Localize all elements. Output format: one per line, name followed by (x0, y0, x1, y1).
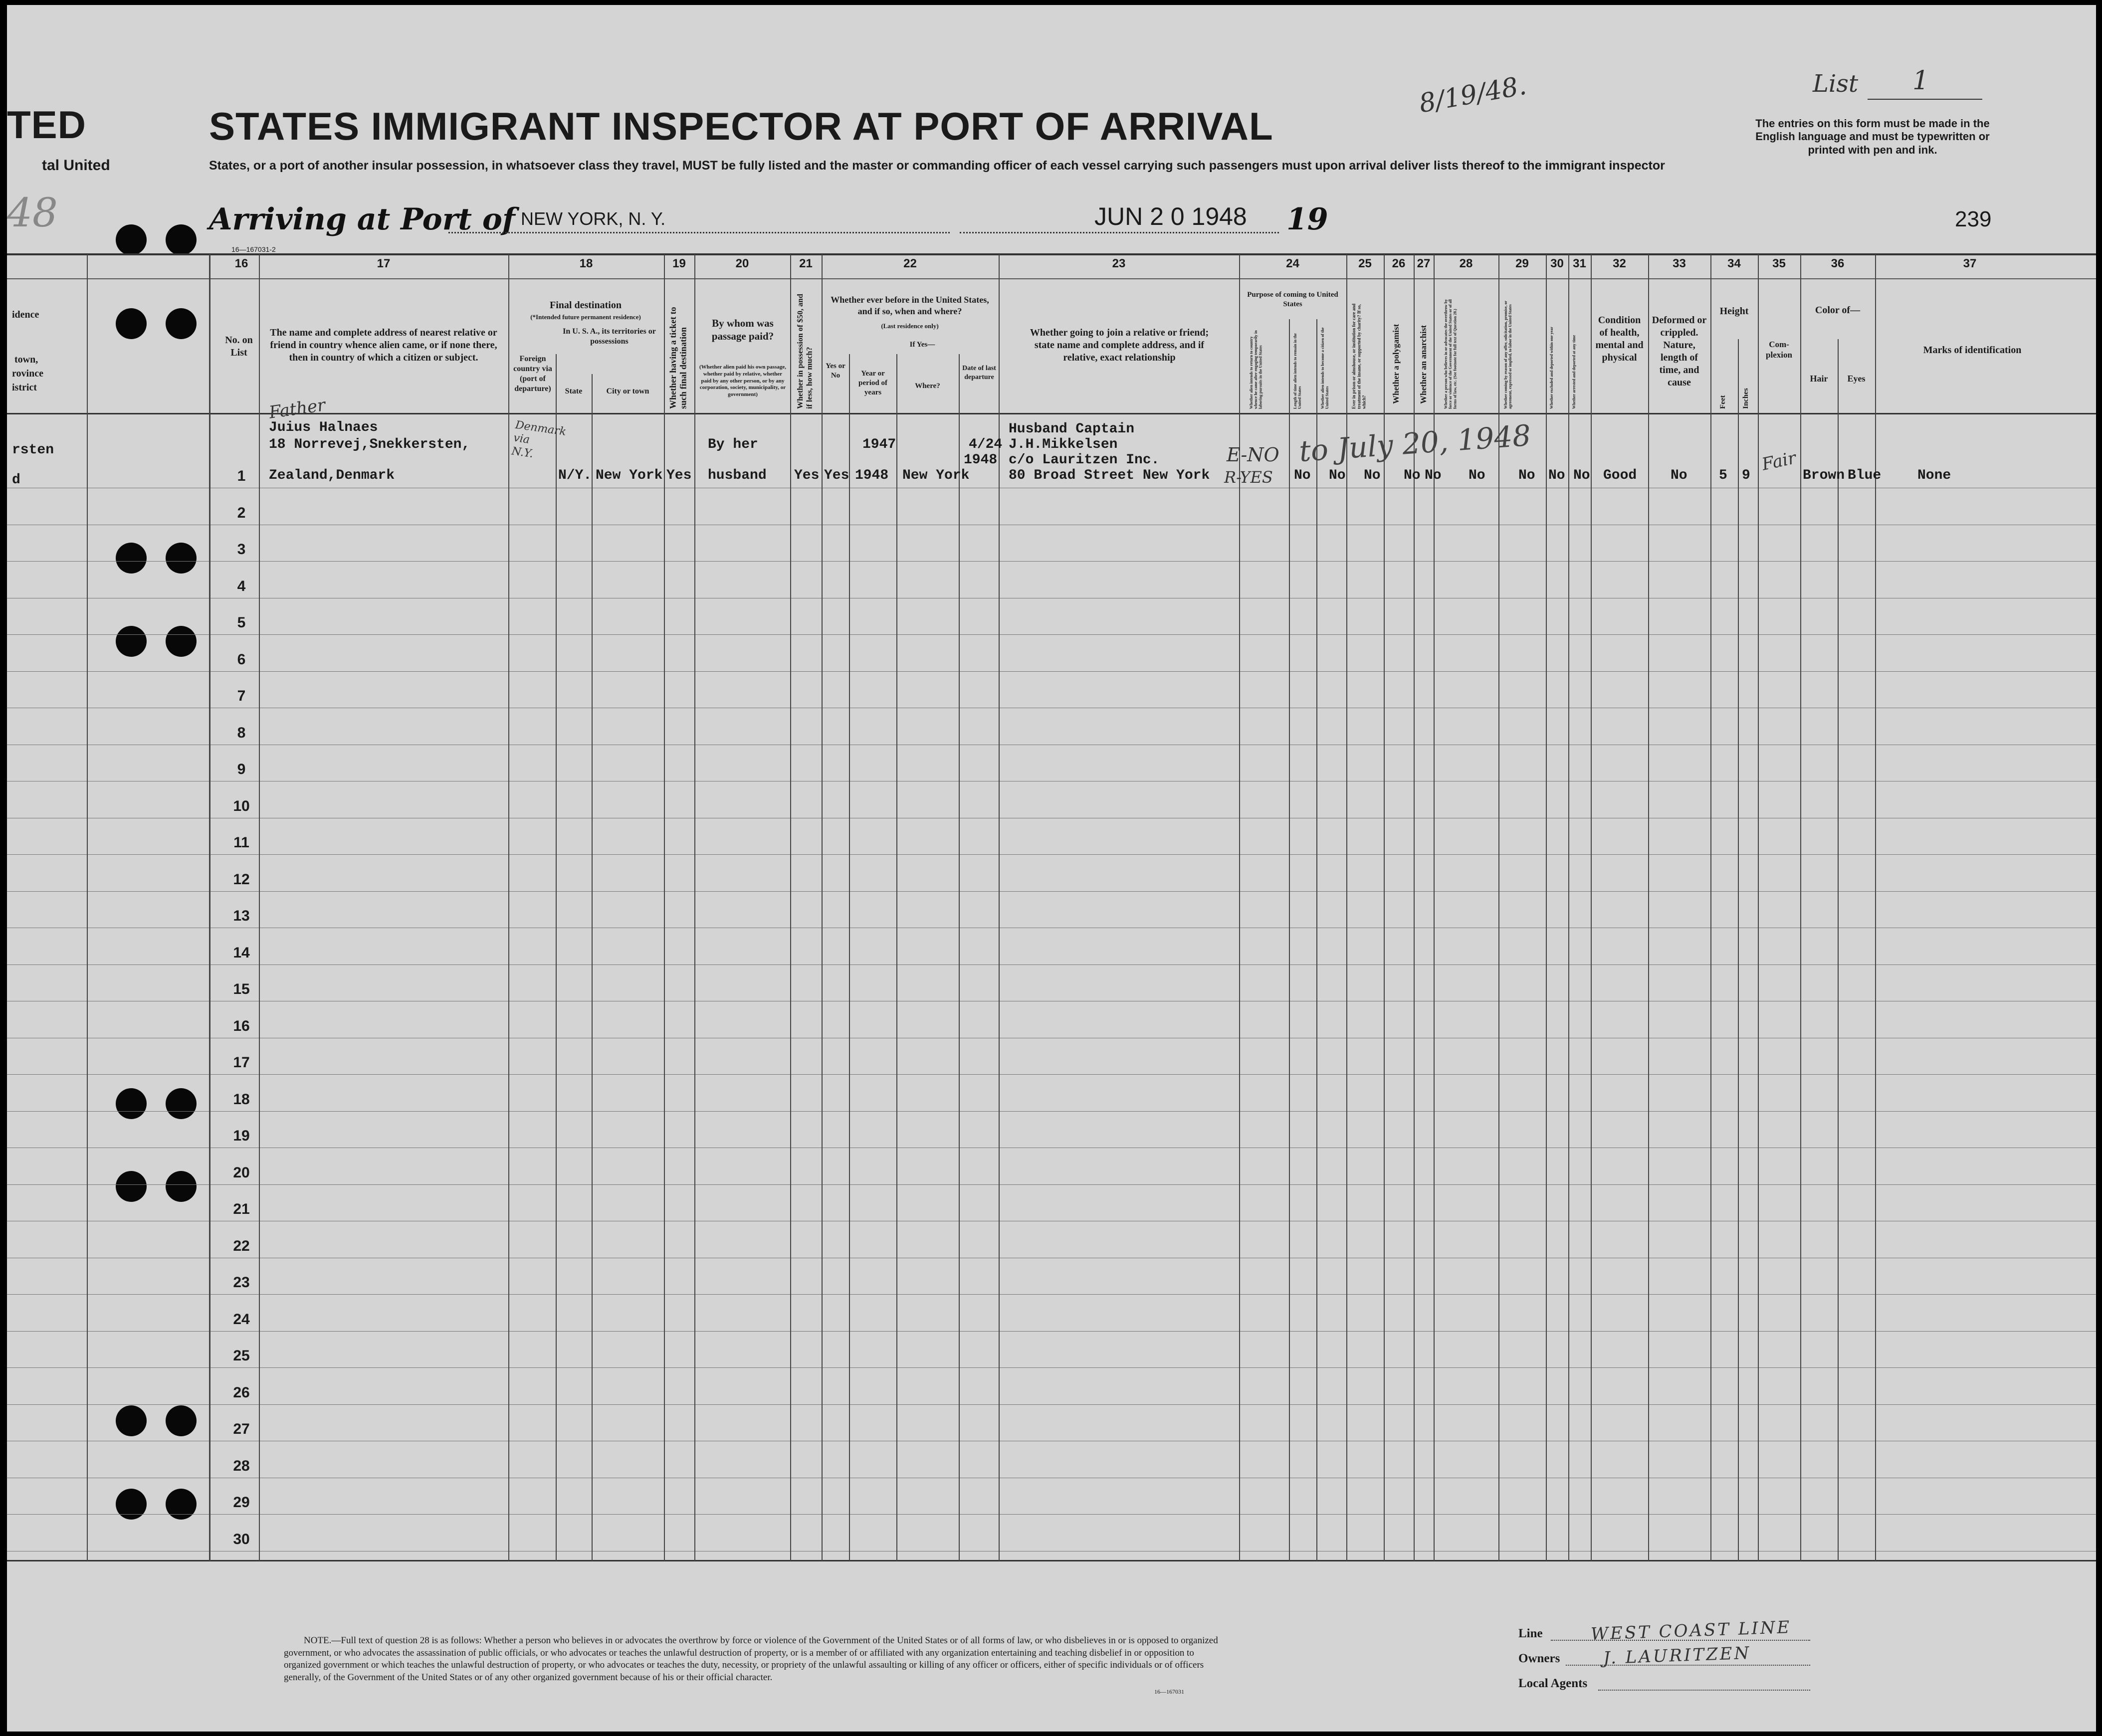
col-divider (849, 354, 850, 1561)
header-purpose-return: Whether alien intends to return to country whence he came after engaging temporarily in laboring pursuits in the United States (1249, 330, 1263, 409)
row-number: 27 (233, 1421, 250, 1437)
col-divider (694, 254, 695, 1561)
header-eyes: Eyes (1847, 374, 1866, 384)
header-foreign-country: Foreign country via (port of departure) (513, 355, 552, 393)
row-line (7, 1514, 2096, 1515)
col-divider (664, 254, 665, 1561)
header-relative-address: The name and complete address of nearest relative or friend in country whence alien came, or if none there, then in country of which a citizen or subject. (270, 327, 497, 363)
entry-relative-address-2: Zealand,Denmark (269, 468, 395, 483)
column-number: 37 (1963, 257, 1977, 270)
header-final-destination-note: (*Intended future permanent residence) (530, 313, 641, 321)
entry-relative-name: Juius Halnaes (269, 420, 378, 435)
header-purpose-length: Length of time alien intends to remain in the United States (1293, 333, 1302, 409)
column-number: 36 (1831, 257, 1845, 270)
punch-hole (166, 1171, 197, 1202)
header-height: Height (1719, 306, 1749, 317)
punch-hole (166, 1088, 197, 1119)
column-number: 16 (234, 257, 248, 270)
entry-joining-1: Husband Captain (1009, 421, 1135, 437)
column-number: 29 (1515, 257, 1529, 270)
entry-c25: No (1364, 468, 1381, 483)
column-number: 34 (1727, 257, 1741, 270)
arriving-label: Arriving at Port of (209, 202, 515, 237)
entry-eyes: Blue (1848, 468, 1882, 483)
entry-marks: None (1917, 468, 1951, 483)
year-prefix: 19 (1286, 202, 1328, 237)
col-divider (1800, 254, 1801, 1561)
left-fragment-district: istrict (12, 382, 37, 393)
row-number: 25 (233, 1348, 250, 1364)
row-number: 8 (237, 724, 246, 741)
footer-note-code: 16—167031 (1154, 1688, 1184, 1695)
punch-hole (116, 543, 147, 574)
header-year: Year or period of years (858, 370, 887, 396)
header-deformed: Deformed or crippled. Nature, length of time, and cause (1652, 315, 1707, 388)
row-number: 22 (233, 1237, 250, 1254)
header-q28: Whether a person who believes in or advocates the overthrow by force or violence of the Government of the United States or of all forms of law, etc. (See footnote for full text of Question 28.) (1444, 299, 1458, 409)
table-bottom-border (7, 1560, 2096, 1561)
entry-deformed: No (1671, 468, 1687, 483)
row-line (7, 1184, 2096, 1185)
column-number: 28 (1459, 257, 1473, 270)
col-divider (1316, 319, 1317, 1561)
row-number: 19 (233, 1128, 250, 1144)
entry-c26: No (1404, 468, 1421, 483)
header-excluded: Whether excluded and deported within one year (1549, 327, 1554, 409)
row-number: 6 (237, 651, 246, 668)
punch-hole (116, 308, 147, 339)
header-purpose-citizen: Whether alien intends to become a citizen of the United States (1320, 327, 1330, 409)
row-line (7, 854, 2096, 855)
col-divider (1648, 254, 1649, 1561)
col-divider (1289, 319, 1290, 1561)
header-before-in-us-note: (Last residence only) (881, 322, 939, 330)
page-number: 239 (1955, 207, 1992, 231)
col-divider (1758, 254, 1759, 1561)
column-number: 22 (903, 257, 917, 270)
header-passage-paid-note: (Whether alien paid his own passage, whether paid by relative, whether paid by any other person, or by any corporation, society, municipality, or government) (699, 364, 786, 397)
form-instructions: The entries on this form must be made in the English language and must be typewritten or printed with pen and ink. (1755, 117, 1990, 156)
footer-agents-underline (1598, 1690, 1810, 1691)
header-polygamist: Whether a polygamist (1391, 324, 1401, 404)
header-city: City or town (606, 387, 649, 395)
header-before-in-us: Whether ever before in the United States, and if so, when and where? (831, 295, 989, 316)
col-divider (592, 374, 593, 1561)
entry-feet: 5 (1719, 468, 1727, 483)
left-fragment-row-text-2: d (12, 472, 20, 488)
punch-hole (116, 626, 147, 657)
header-deported: Whether arrested and deported at any time (1572, 335, 1576, 409)
col-divider (1546, 254, 1547, 1561)
column-number: 25 (1358, 257, 1372, 270)
header-health: Condition of health, mental and physical (1595, 315, 1644, 363)
col-divider (508, 254, 509, 1561)
entry-paid-by-2: husband (708, 468, 767, 483)
header-joining-relative: Whether going to join a relative or friend; state name and complete address, and if relative, exact relationship (1030, 327, 1209, 363)
row-line (7, 1074, 2096, 1075)
row-line (7, 964, 2096, 965)
date-stamp: JUN 2 0 1948 (1094, 202, 1247, 230)
col-divider (1568, 254, 1569, 1561)
row-number: 2 (237, 504, 246, 521)
left-subtitle-fragment: tal United (42, 157, 110, 174)
row-number: 14 (233, 944, 250, 961)
punch-hole (116, 1405, 147, 1436)
column-number: 32 (1613, 257, 1626, 270)
col-divider (87, 254, 88, 1561)
handwritten-date: 8/19/48. (1417, 70, 1529, 119)
header-where: Where? (915, 382, 940, 390)
entry-ticket: Yes (666, 468, 692, 483)
header-state: State (565, 387, 583, 395)
row-number: 5 (237, 614, 246, 631)
entry-c27: No (1425, 468, 1442, 483)
header-yes-or-no: Yes or No (826, 362, 845, 380)
column-number: 23 (1112, 257, 1126, 270)
row-number: 7 (237, 688, 246, 704)
row-number: 4 (237, 578, 246, 594)
row-line (7, 1404, 2096, 1405)
entry-year-2: 1948 (855, 468, 889, 483)
left-fragment-province: rovince (12, 368, 43, 379)
row-number: 16 (233, 1017, 250, 1034)
row-number: 12 (233, 871, 250, 888)
entry-where: New York (902, 468, 970, 483)
punch-hole (166, 224, 197, 255)
punch-hole (116, 1171, 147, 1202)
entry-c31: No (1573, 468, 1590, 483)
col-divider (209, 254, 210, 1561)
row-number: 21 (233, 1201, 250, 1217)
row-line (7, 671, 2096, 672)
punch-hole (116, 1489, 147, 1520)
entry-c30: No (1548, 468, 1565, 483)
header-labor-offer: Whether coming by reason of any offer, solicitation, promise, or agreement, expressed or implied, to labor in the United States (1503, 301, 1513, 409)
entry-length-of-stay: to July 20, 1948 (1298, 418, 1532, 469)
col-divider (790, 254, 791, 1561)
entry-complexion: Fair (1760, 448, 1798, 475)
form-subtitle: States, or a port of another insular possession, in whatsoever class they travel, MUST be fully listed and the master or commanding officer of each vessel carrying such passengers must upon arrival deliver lists thereof to the immigrant inspector (209, 159, 1665, 173)
footer-owners-label: Owners (1518, 1652, 1560, 1665)
row-number: 10 (233, 797, 250, 814)
port-value: NEW YORK, N. Y. (521, 208, 666, 229)
entry-before-yes: Yes (824, 468, 849, 483)
header-passage-paid: By whom was passage paid? (711, 317, 774, 343)
entry-departure-1: 4/24 (969, 437, 1003, 452)
form-title: STATES IMMIGRANT INSPECTOR AT PORT OF ARRIVAL (209, 104, 1273, 148)
column-number: 27 (1417, 257, 1431, 270)
row-line (7, 1367, 2096, 1368)
header-color-of: Color of— (1815, 305, 1861, 316)
manifest-sheet (7, 5, 2096, 1732)
footer-owners-value: J. LAURITZEN (1603, 1643, 1751, 1669)
row-number: 24 (233, 1311, 250, 1328)
row-line (7, 1331, 2096, 1332)
row-number: 1 (237, 468, 246, 484)
punch-hole (166, 308, 197, 339)
port-underline (448, 232, 950, 233)
entry-joining-4: 80 Broad Street New York (1009, 468, 1210, 483)
row-line (7, 634, 2096, 635)
footer-line-value: WEST COAST LINE (1590, 1617, 1792, 1645)
left-fragment-row-text: rsten (12, 442, 54, 458)
row-number: 23 (233, 1274, 250, 1291)
column-number: 30 (1550, 257, 1564, 270)
col-divider (822, 254, 823, 1561)
entry-inches: 9 (1742, 468, 1750, 483)
punch-hole (166, 1405, 197, 1436)
entry-purpose-e: E-NO (1227, 444, 1279, 466)
column-number: 19 (672, 257, 686, 270)
header-no-on-list: No. on List (225, 335, 253, 358)
list-number: 1 (1912, 66, 1929, 96)
entry-purpose-r: R-YES (1224, 468, 1273, 487)
form-code: 16—167031-2 (231, 245, 276, 253)
row-line (7, 561, 2096, 562)
header-prison: Ever in prison or almshouse, or institution for care and treatment of the insane, or supported by charity? If so, which? (1351, 303, 1367, 409)
footer-line-label: Line (1518, 1627, 1543, 1640)
col-divider (1838, 339, 1839, 1561)
header-ticket: Whether having a ticket to such final destination (668, 307, 688, 409)
header-purpose: Purpose of coming to United States (1247, 291, 1338, 308)
header-if-yes: If Yes— (909, 341, 935, 349)
row-line (7, 1111, 2096, 1112)
entry-c28: No (1469, 468, 1485, 483)
row-number: 15 (233, 981, 250, 997)
row-line (7, 891, 2096, 892)
column-number: 24 (1286, 257, 1299, 270)
entry-year-1: 1947 (862, 437, 896, 452)
entry-joining-2: J.H.Mikkelsen (1009, 437, 1118, 452)
entry-money: Yes (794, 468, 820, 483)
col-divider (556, 354, 557, 1561)
row-number: 11 (233, 834, 249, 851)
entry-foreign-via: Denmark via N.Y. (511, 418, 567, 460)
col-divider (896, 354, 897, 1561)
punch-hole (166, 543, 197, 574)
header-marks: Marks of identification (1923, 345, 2022, 356)
entry-c24c: No (1329, 468, 1346, 483)
entry-c24a: No (1294, 468, 1311, 483)
list-field (1813, 66, 1982, 105)
header-money: Whether in possession of $50, and if less, how much? (796, 294, 814, 409)
left-fragment-residence: idence (12, 309, 39, 320)
entry-relative-address-1: 18 Norrevej,Snekkersten, (269, 437, 470, 452)
column-number: 20 (735, 257, 749, 270)
date-underline (960, 232, 1279, 233)
punch-hole (166, 626, 197, 657)
col-divider (1591, 254, 1592, 1561)
entry-departure-2: 1948 (964, 452, 998, 468)
list-underline (1868, 99, 1982, 100)
column-number: 21 (799, 257, 813, 270)
punch-hole (116, 224, 147, 255)
row-number: 28 (233, 1457, 250, 1474)
row-number: 30 (233, 1531, 250, 1547)
table-top-border (7, 253, 2096, 255)
entry-city: New York (596, 468, 663, 483)
col-divider (959, 354, 960, 1561)
left-margin-mark: 48 (7, 190, 58, 236)
entry-state: N/Y. (558, 468, 592, 483)
punch-hole (166, 1489, 197, 1520)
col-divider (1710, 254, 1711, 1561)
column-number: 31 (1573, 257, 1586, 270)
header-hair: Hair (1810, 374, 1828, 384)
header-complexion: Com-plexion (1766, 340, 1792, 360)
column-number: 26 (1392, 257, 1406, 270)
header-in-usa: In U. S. A., its territories or possessions (563, 327, 656, 346)
entry-paid-by-1: By her (708, 437, 758, 452)
entry-relation-note: Father (267, 395, 327, 423)
footer-note: NOTE.—Full text of question 28 is as follows: Whether a person who believes in or advocates the overthrow by force or violence of the Government of the United States or of all forms of law, or who disbelieves in or is opposed to organized government, or who advocates the assassination of public officials, or who advocates or teaches the unlawful destruction of property, or is a member of or affiliated with any organization entertaining and teaching disbelief in or opposition to organized government or which teaches the unlawful destruction of property, or who advocates or teaches the duty, necessity, or propriety of the unlawful assaulting or killing of any officer or officers, either of specific individuals or of officers generally, of the Government of the United States or of any other organized government because of his or their official character. (284, 1635, 1218, 1683)
header-final-destination: Final destination (550, 300, 622, 311)
column-number: 35 (1772, 257, 1786, 270)
left-title-fragment: TED (7, 103, 86, 147)
row-number: 29 (233, 1494, 250, 1511)
column-number: 33 (1673, 257, 1686, 270)
row-number: 17 (233, 1054, 250, 1071)
column-number: 18 (579, 257, 593, 270)
row-number: 18 (233, 1091, 250, 1108)
entry-health: Good (1603, 468, 1637, 483)
column-number-divider (7, 278, 2096, 279)
col-divider (1738, 339, 1739, 1561)
row-line (7, 1294, 2096, 1295)
header-feet: Feet (1719, 395, 1727, 409)
row-number: 26 (233, 1384, 250, 1401)
entry-joining-3: c/o Lauritzen Inc. (1009, 452, 1160, 468)
row-number: 3 (237, 541, 246, 558)
col-divider (1875, 254, 1876, 1561)
column-number: 17 (377, 257, 391, 270)
footer-agents-label: Local Agents (1518, 1677, 1588, 1690)
header-last-departure: Date of last departure (962, 365, 996, 381)
left-fragment-town: town, (14, 354, 38, 365)
punch-hole (116, 1088, 147, 1119)
row-number: 9 (237, 761, 246, 777)
row-number: 20 (233, 1164, 250, 1181)
entry-c29: No (1518, 468, 1535, 483)
list-label: List (1813, 70, 1859, 98)
header-anarchist: Whether an anarchist (1419, 325, 1428, 404)
row-number: 13 (233, 908, 250, 924)
entry-hair: Brown (1803, 468, 1845, 483)
header-inches: Inches (1742, 388, 1750, 409)
